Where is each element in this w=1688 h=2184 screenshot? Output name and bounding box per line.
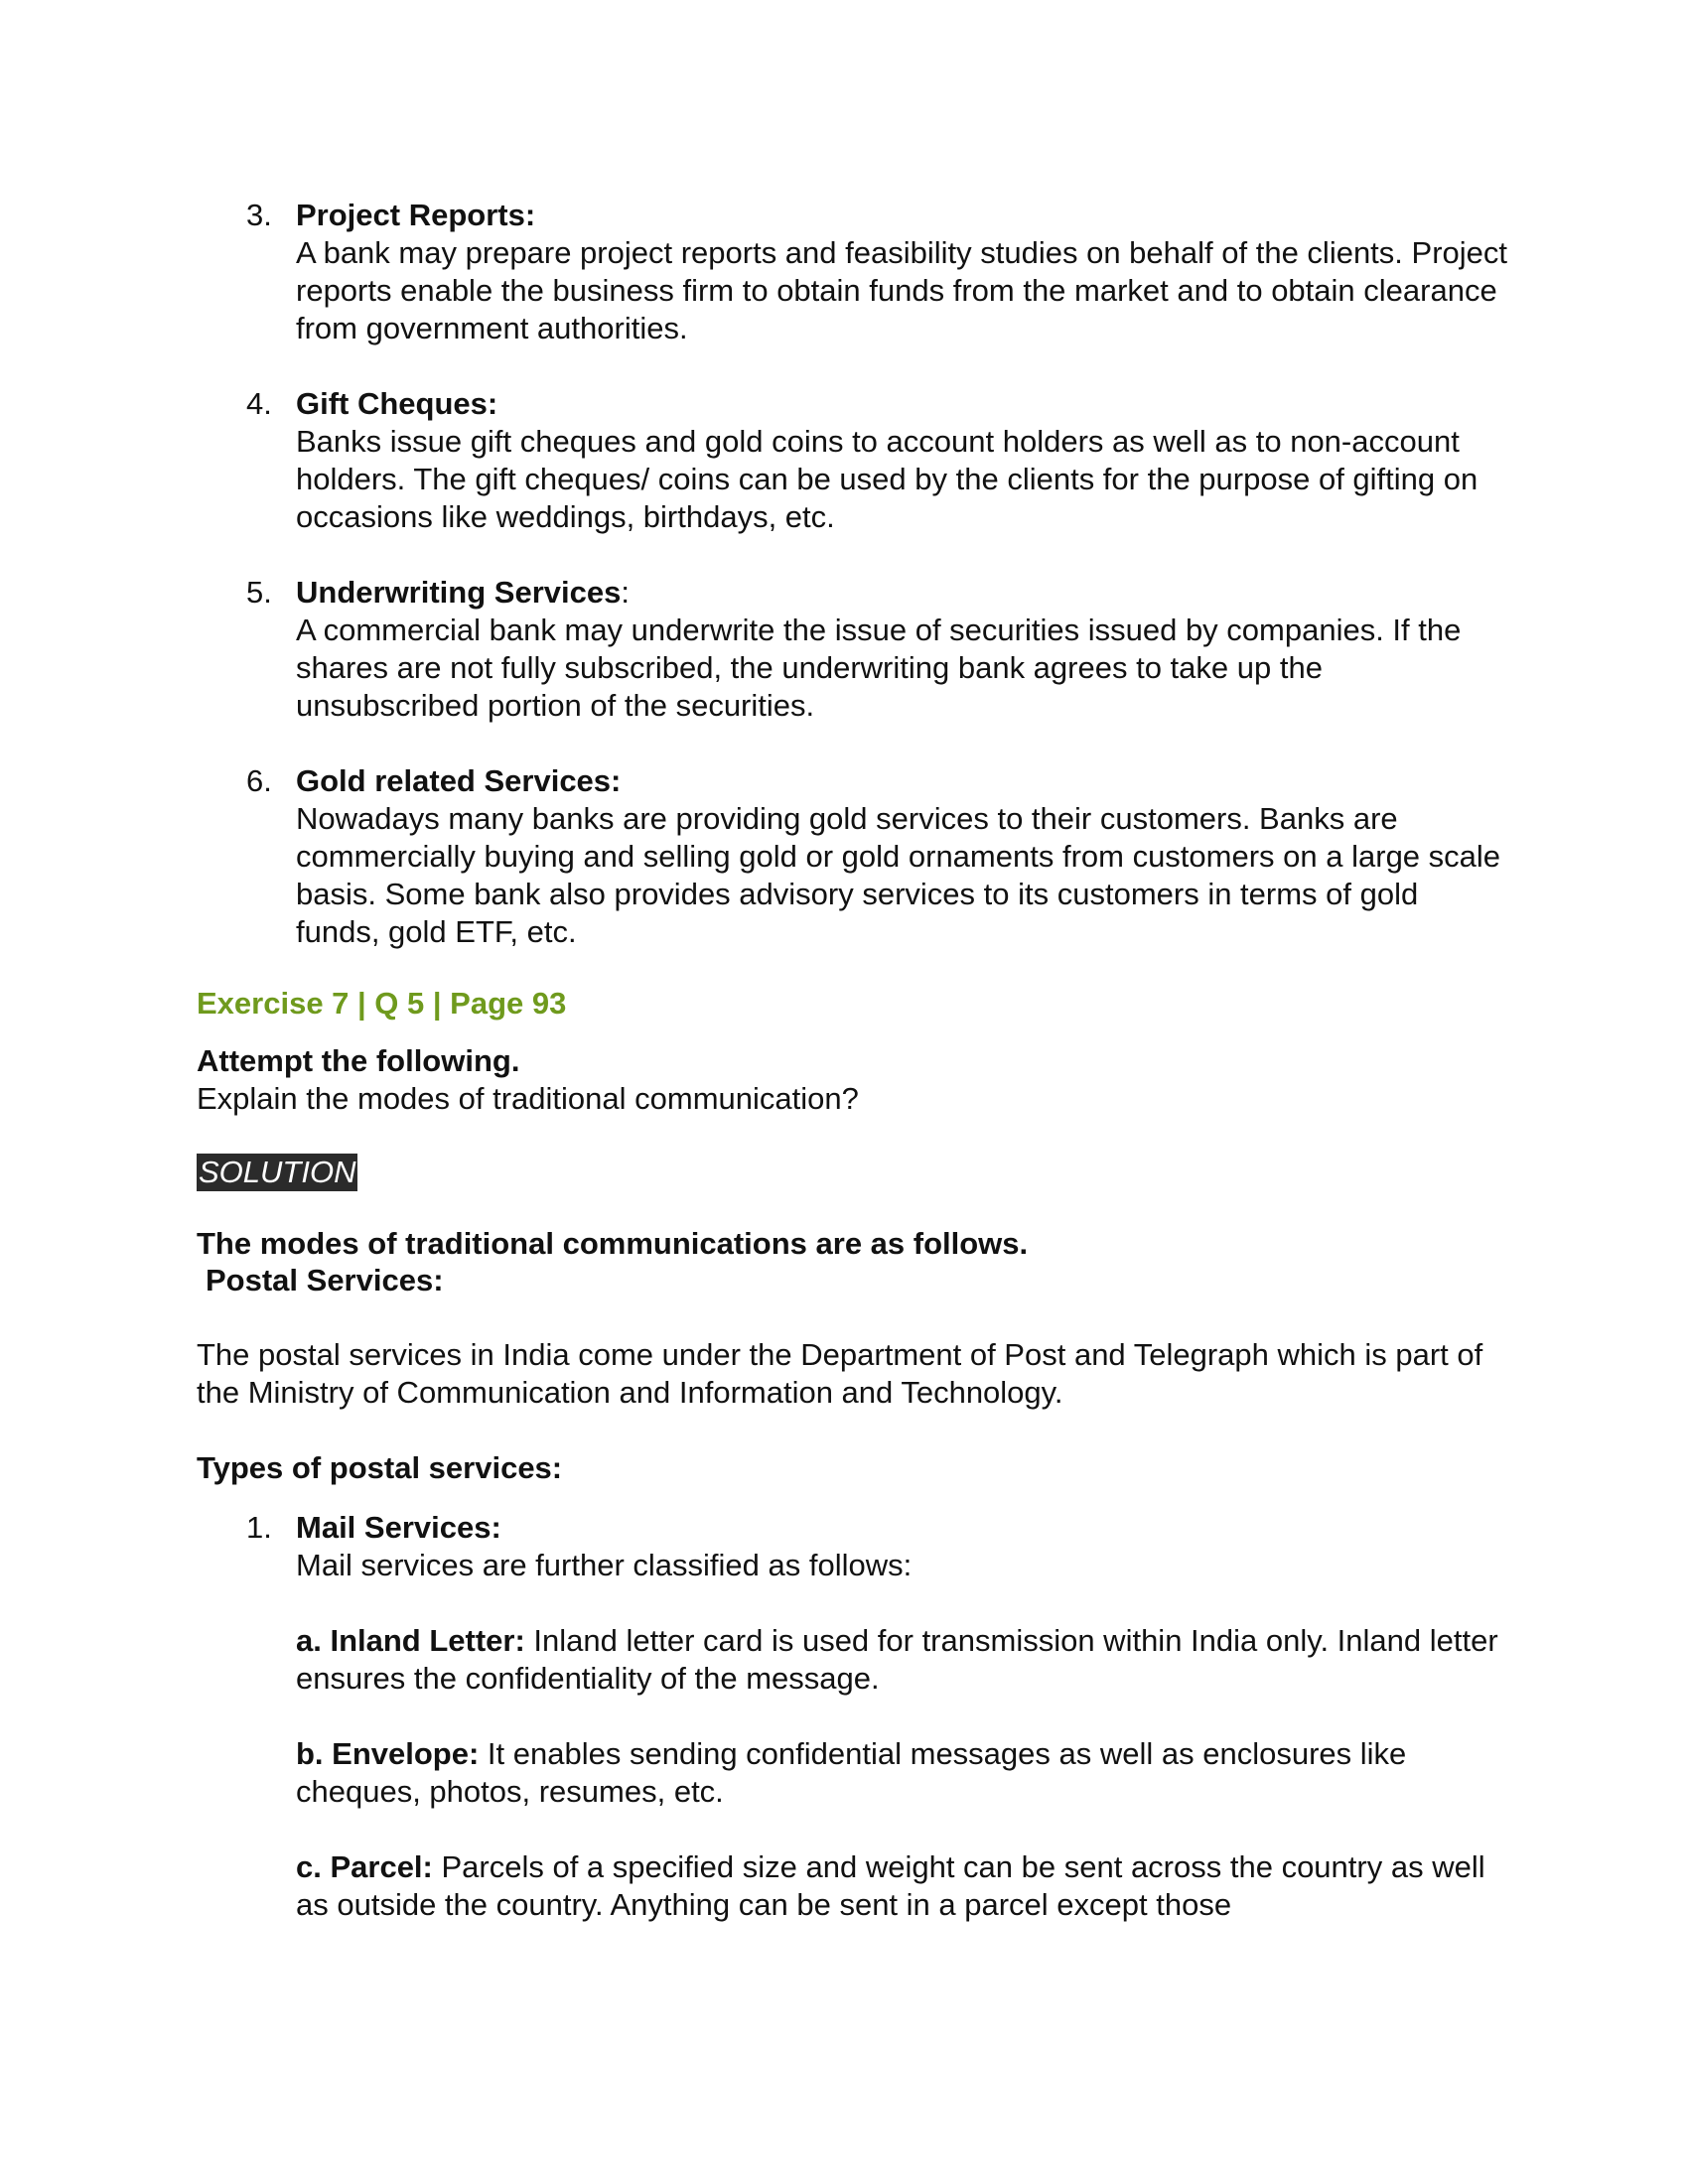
item-number: 4. (246, 386, 272, 421)
list-item (197, 762, 1507, 951)
item-title: Project Reports: (296, 198, 536, 232)
document-body (197, 197, 1507, 1962)
question-text: Explain the modes of traditional communication? (197, 1081, 859, 1116)
list-item (197, 385, 1507, 536)
mail-subitem: c. Parcel: Parcels of a specified size and weight can be sent across the country as well as outside the country. Anything can be sent in a parcel except those (296, 1849, 1485, 1922)
bank-services-list (197, 197, 1507, 951)
postal-services-heading: Postal Services: (206, 1263, 444, 1297)
item-number: 6. (246, 763, 272, 798)
list-item (197, 574, 1507, 725)
attempt-heading: Attempt the following. (197, 1043, 520, 1078)
item-body: Nowadays many banks are providing gold services to their customers. Banks are commercially buying and selling gold or gold ornaments from customers on a large scale basis. Some bank also provides advisory services to its customers in terms of gold funds, gold ETF, etc. (296, 801, 1501, 949)
item-body: Mail services are further classified as follows: (296, 1548, 913, 1582)
item-body: A bank may prepare project reports and feasibility studies on behalf of the clients. Project reports enable the business firm to obtain funds from the market and to obtain clearance from government authorities. (296, 235, 1508, 345)
list-item (197, 197, 1507, 347)
solution-label: SOLUTION (199, 1155, 356, 1189)
item-body: A commercial bank may underwrite the issue of securities issued by companies. If the shares are not fully subscribed, the underwriting bank agrees to take up the unsubscribed portion of the securities. (296, 613, 1462, 723)
solution-intro: The modes of traditional communications are as follows. (197, 1226, 1029, 1261)
item-title: Gold related Services: (296, 763, 622, 798)
exercise-heading: Exercise 7 | Q 5 | Page 93 (197, 986, 567, 1021)
types-heading: Types of postal services: (197, 1450, 563, 1485)
item-title: Mail Services: (296, 1510, 501, 1545)
item-number: 1. (246, 1510, 272, 1545)
item-title: Gift Cheques: (296, 386, 498, 421)
list-item (197, 1509, 1507, 1924)
item-number: 3. (246, 198, 272, 232)
item-number: 5. (246, 575, 272, 610)
postal-services-paragraph: The postal services in India come under the Department of Post and Telegraph which is part of the Ministry of Communication and Information and Technology. (197, 1337, 1483, 1410)
item-body: Banks issue gift cheques and gold coins to account holders as well as to non-account holders. The gift cheques/ coins can be used by the clients for the purpose of gifting on occasions like weddings, birthdays, etc. (296, 424, 1478, 534)
mail-subitem: a. Inland Letter: Inland letter card is used for transmission within India only. Inland letter ensures the confidentiality of the message. (296, 1623, 1498, 1696)
item-title: Underwriting Services: (296, 575, 630, 610)
postal-types-list (197, 1509, 1507, 1924)
mail-subitem: b. Envelope: It enables sending confidential messages as well as enclosures like cheques, photos, resumes, etc. (296, 1736, 1407, 1809)
